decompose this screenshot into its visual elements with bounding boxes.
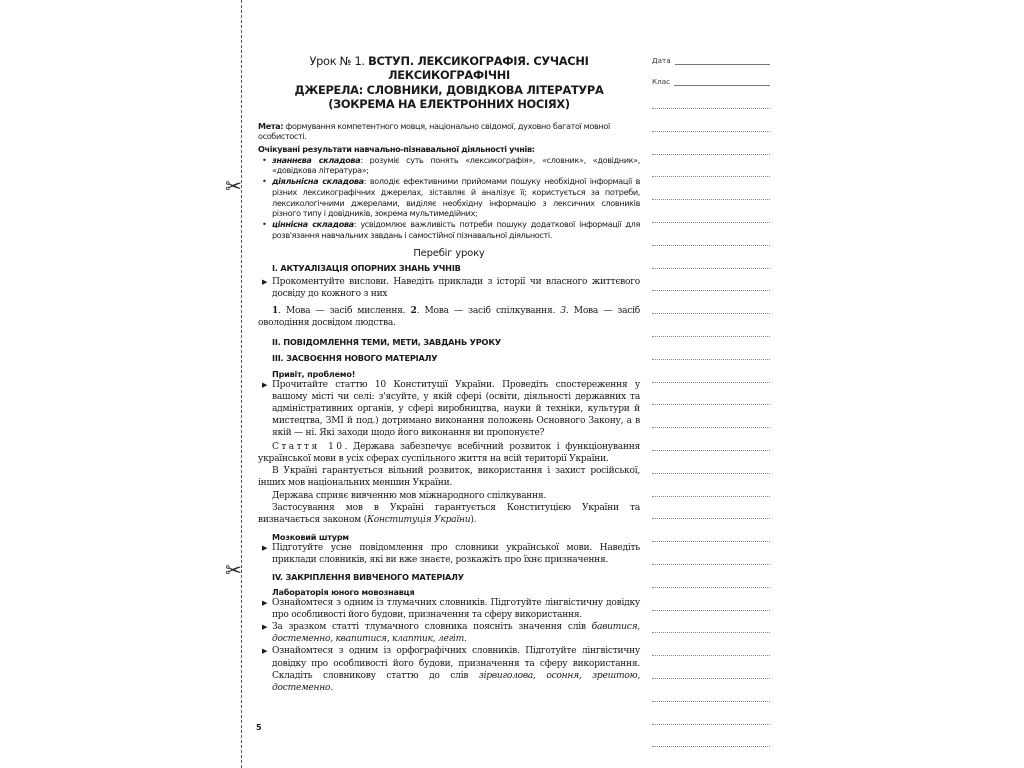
- date-label: Дата: [652, 56, 671, 65]
- goal-label: Мета:: [258, 120, 284, 131]
- note-line: [652, 427, 770, 428]
- note-line: [652, 450, 770, 451]
- triangle-bullet-icon: ▶: [262, 278, 268, 287]
- note-line: [652, 245, 770, 246]
- note-line: [652, 382, 770, 383]
- result-item: • діяльнісна складова: володіє ефективними прийомами пошуку необхідної інформації в різних лексикографічних джерелах, зіставляє й аналізує її; користується за потреби, лексикологічними джерелами, виділяє необхідну інформацію з лексичних словників різного типу і довідників, зокрема мультимедійних;: [262, 176, 640, 219]
- result-label: знаннєва складова: [272, 154, 361, 165]
- note-line: [652, 655, 770, 656]
- note-line: [652, 199, 770, 200]
- lesson-page: [258, 54, 640, 694]
- note-line: [652, 610, 770, 611]
- result-label: ціннісна складова: [272, 218, 354, 229]
- title-line-1: ВСТУП. ЛЕКСИКОГРАФІЯ. СУЧАСНІ ЛЕКСИКОГРАФІЧНІ: [368, 54, 589, 83]
- note-line: [652, 108, 770, 109]
- note-line: [652, 518, 770, 519]
- result-text: : усвідомлює важливість потреби пошуку додаткової інформації для розв'язання навчальних завдань і самостійної пізнавальної діяльності.: [272, 218, 640, 240]
- note-line: [652, 746, 770, 747]
- section-1-heading: I. АКТУАЛІЗАЦІЯ ОПОРНИХ ЗНАНЬ УЧНІВ: [272, 263, 461, 274]
- title-line-3: (ЗОКРЕМА НА ЕЛЕКТРОННИХ НОСІЯХ): [328, 97, 570, 112]
- lab-subheading: Лабораторія юного мовознавця: [272, 587, 415, 598]
- scissors-icon: ✂: [225, 174, 242, 198]
- triangle-bullet-icon: ▶: [262, 543, 268, 552]
- note-line: [652, 496, 770, 497]
- result-item: • знаннєва складова: розуміє суть понять «лексикографія», «словник», «довідник», «довідкова література»;: [262, 154, 640, 176]
- title-line-2: ДЖЕРЕЛА: СЛОВНИКИ, ДОВІДКОВА ЛІТЕРАТУРА: [294, 82, 604, 97]
- page-number: 5: [256, 723, 262, 732]
- hello-problem-subheading: Привіт, проблемо!: [272, 368, 356, 379]
- article-label: Стаття 10: [272, 442, 345, 453]
- triangle-bullet-icon: ▶: [262, 647, 268, 656]
- class-field[interactable]: [652, 75, 770, 86]
- goal: [258, 121, 640, 142]
- note-line: [652, 176, 770, 177]
- section-4-task: ▶ Ознайомтеся з одним із орфографічних словників. Підготуйте лінгвістичну довідку про особливості його будови, призначення та сферу використання. Складіть словникову статтю до слів зірвиголова, осоння, зрештою, достеменно.: [262, 646, 640, 693]
- triangle-bullet-icon: ▶: [262, 599, 268, 608]
- section-4-heading: IV. ЗАКРІПЛЕННЯ ВИВЧЕНОГО МАТЕРІАЛУ: [272, 572, 464, 583]
- note-line: [652, 678, 770, 679]
- note-line: [652, 336, 770, 337]
- section-1-task: ▶ Прокоментуйте вислови. Наведіть приклади з історії чи власного життєвого досвіду до кожного з них: [262, 277, 640, 300]
- section-4-task: ▶ Ознайомтеся з одним із тлумачних словників. Підготуйте лінгвістичну довідку про особливості його будови, призначення та сферу використання.: [262, 598, 640, 621]
- note-line: [652, 632, 770, 633]
- note-line: [652, 404, 770, 405]
- triangle-bullet-icon: ▶: [262, 380, 268, 389]
- notes-sidebar: [652, 54, 770, 96]
- result-label: діяльнісна складова: [272, 176, 364, 187]
- quotes: 1. Мова — засіб мислення. 2. Мова — засіб спілкування. 3. Мова — засіб оволодіння досвідом людства.: [258, 304, 640, 328]
- results-heading: Очікувані результати навчально-пізнавальної діяльності учнів:: [258, 144, 535, 155]
- note-line: [652, 268, 770, 269]
- note-line: [652, 313, 770, 314]
- note-line: [652, 541, 770, 542]
- cut-line: [241, 0, 242, 768]
- result-text: : розуміє суть понять «лексикографія», «словник», «довідник», «довідкова література»;: [272, 154, 640, 176]
- section-3-task: ▶ Прочитайте статтю 10 Конституції України. Проведіть спостереження у вашому місті чи селі: з'ясуйте, у якій сфері (освіти, діяльності державних та адміністративних органів, у сфері виробництва, науки й техніки, культури й мистецтва, ЗМІ й под.) дотримано виконання положень Основного Закону, а в якій — ні. Які заходи щодо його виконання ви пропонуєте?: [262, 379, 640, 439]
- lesson-number: Урок № 1.: [309, 54, 369, 68]
- section-4-task: ▶ За зразком статті тлумачного словника поясніть значення слів бавитися, достеменно, квапитися, клаптик, легіт.: [262, 622, 640, 645]
- note-line: [652, 154, 770, 155]
- class-label: Клас: [652, 77, 671, 86]
- note-line: [652, 701, 770, 702]
- article-paragraph: В Україні гарантується вільний розвиток, використання і захист російської, інших мов національних меншин України.: [258, 466, 640, 489]
- note-line: [652, 222, 770, 223]
- expected-results: [258, 144, 640, 240]
- lesson-flow-heading: Перебіг уроку: [413, 248, 485, 260]
- article-paragraph: Застосування мов в Україні гарантується Конституцією України та визначається законом (Конституція України).: [258, 502, 640, 525]
- note-line: [652, 359, 770, 360]
- note-line: [652, 131, 770, 132]
- triangle-bullet-icon: ▶: [262, 623, 268, 632]
- note-line: [652, 290, 770, 291]
- note-line: [652, 564, 770, 565]
- scissors-icon: ✂: [225, 558, 242, 582]
- article-paragraph: Держава сприяє вивченню мов міжнародного спілкування.: [272, 490, 547, 501]
- brainstorm-task: ▶ Підготуйте усне повідомлення про словники української мови. Наведіть приклади словників, які ви вже знаєте, розкажіть про їхнє призначення.: [262, 542, 640, 565]
- section-2-heading: II. ПОВІДОМЛЕННЯ ТЕМИ, МЕТИ, ЗАВДАНЬ УРОКУ: [272, 336, 501, 347]
- article-text: Стаття 10. Держава забезпечує всебічний розвиток і функціонування української мови в усіх сферах суспільного життя на всій території України.: [258, 442, 641, 465]
- note-line: [652, 473, 770, 474]
- lesson-title: [258, 54, 640, 112]
- section-3-heading: III. ЗАСВОЄННЯ НОВОГО МАТЕРІАЛУ: [272, 352, 438, 363]
- note-line: [652, 724, 770, 725]
- date-field[interactable]: [652, 54, 770, 65]
- goal-text: формування компетентного мовця, національно свідомої, духовно багатої мовної особистості.: [258, 120, 610, 142]
- result-text: : володіє ефективними прийомами пошуку необхідної інформації в різних лексикографічних джерелах, зіставляє й аналізує її; користується за потреби, лексикологічними джерелами, виділяє необхідну інформацію з лексичних словників різного типу і довідників, зокрема мультимедійних;: [272, 176, 640, 219]
- article-source: Конституція України: [366, 514, 471, 525]
- result-item: • ціннісна складова: усвідомлює важливість потреби пошуку додаткової інформації для розв'язання навчальних завдань і самостійної пізнавальної діяльності.: [262, 218, 640, 240]
- brainstorm-subheading: Мозковий штурм: [272, 531, 349, 542]
- note-line: [652, 587, 770, 588]
